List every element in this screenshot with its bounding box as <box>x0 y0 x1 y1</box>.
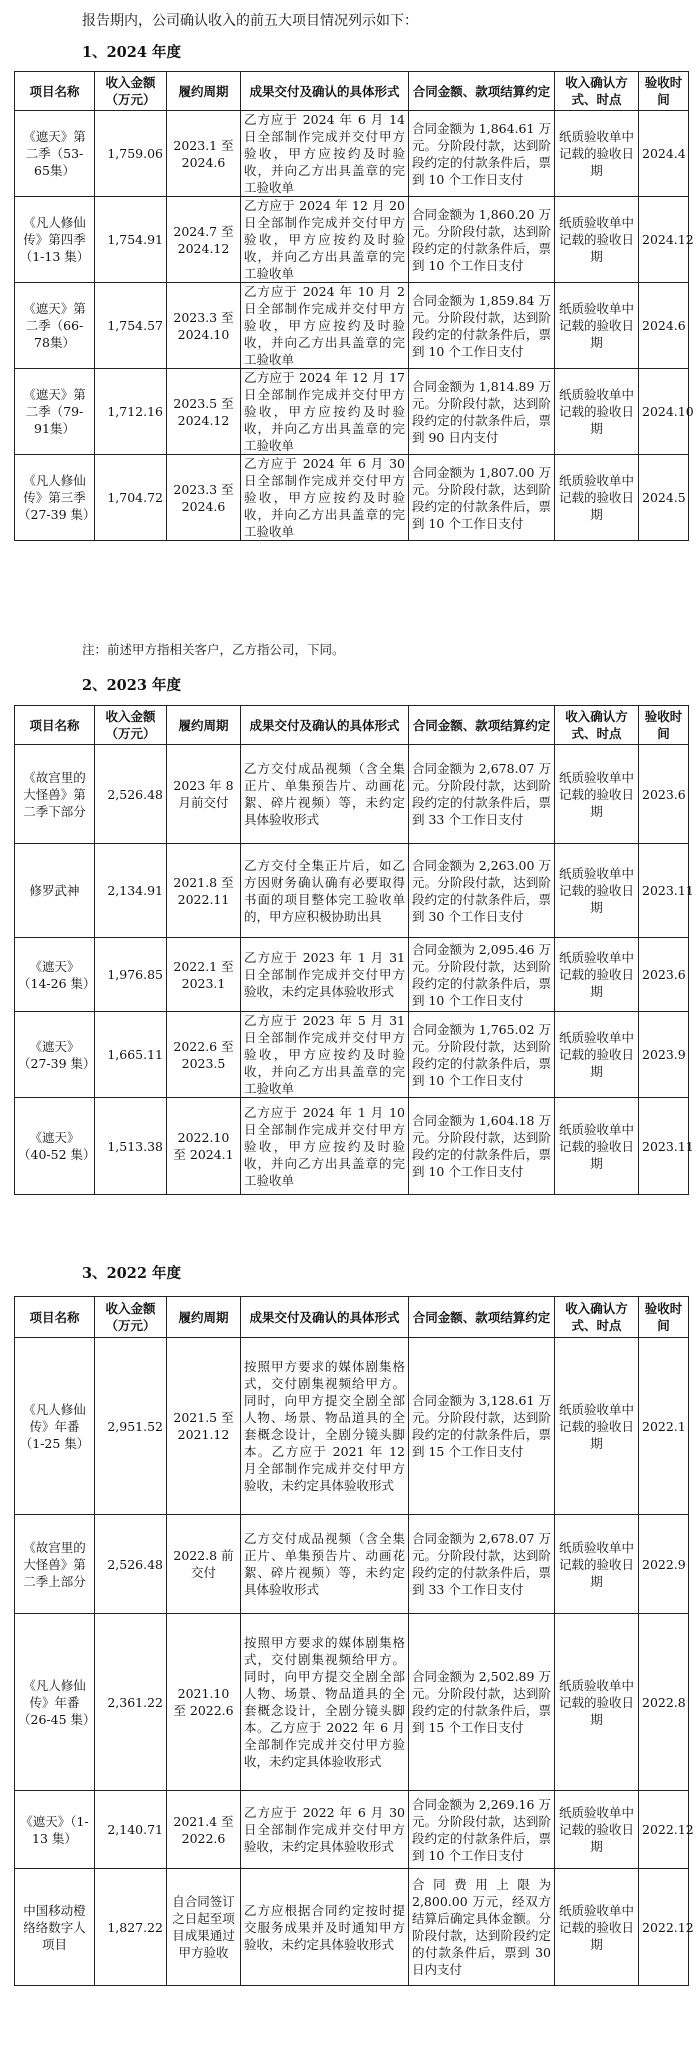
table-row <box>15 1098 689 1195</box>
cell-contract: 合同金额为 1,864.61 万元。分阶段付款，达到阶段约定的付款条件后，票到 10 个工作日支付 <box>409 111 555 197</box>
cell-revenue: 2,526.48 <box>95 1515 167 1614</box>
cell-name: 《遮天》第二季（66-78集） <box>15 283 95 369</box>
cell-contract: 合同费用上限为 2,800.00 万元，经双方结算后确定具体金额。分阶段付款，达到阶段约定的付款条件后，票到 30 日内支付 <box>409 1869 555 1986</box>
cell-name: 《凡人修仙传》年番（26-45 集） <box>15 1614 95 1791</box>
cell-form: 乙方应于 2024 年 1 月 10 日全部制作完成并交付甲方验收，甲方应按约及时验收，并向乙方出具盖章的完工验收单 <box>241 1098 409 1195</box>
header-contract: 合同金额、款项结算约定 <box>409 706 555 745</box>
cell-form: 乙方应根据合同约定按时提交服务成果并及时通知甲方验收，未约定具体验收形式 <box>241 1869 409 1986</box>
cell-revenue: 2,134.91 <box>95 844 167 938</box>
cell-timing: 纸质验收单中记载的验收日期 <box>555 1791 639 1869</box>
cell-form: 乙方应于 2024 年 10 月 2 日全部制作完成并交付甲方验收，甲方应按约及时验收，并向乙方出具盖章的完工验收单 <box>241 283 409 369</box>
cell-accept: 2024.5 <box>639 455 689 541</box>
header-revenue: 收入金额（万元） <box>95 72 167 111</box>
table-row <box>15 197 689 283</box>
cell-revenue: 1,754.57 <box>95 283 167 369</box>
table-row <box>15 369 689 455</box>
cell-name: 中国移动橙络络数字人项目 <box>15 1869 95 1986</box>
cell-revenue: 1,513.38 <box>95 1098 167 1195</box>
cell-accept: 2024.6 <box>639 283 689 369</box>
cell-period: 2022.8 前交付 <box>167 1515 241 1614</box>
cell-timing: 纸质验收单中记载的验收日期 <box>555 938 639 1012</box>
cell-accept: 2024.4 <box>639 111 689 197</box>
cell-accept: 2023.9 <box>639 1012 689 1098</box>
table-2024 <box>14 71 694 541</box>
cell-contract: 合同金额为 2,678.07 万元。分阶段付款，达到阶段约定的付款条件后，票到 33 个工作日支付 <box>409 745 555 844</box>
cell-timing: 纸质验收单中记载的验收日期 <box>555 844 639 938</box>
cell-contract: 合同金额为 2,678.07 万元。分阶段付款，达到阶段约定的付款条件后，票到 33 个工作日支付 <box>409 1515 555 1614</box>
header-timing: 收入确认方式、时点 <box>555 706 639 745</box>
table-row <box>15 111 689 197</box>
cell-accept: 2023.11 <box>639 1098 689 1195</box>
header-row <box>15 706 689 745</box>
table-row <box>15 1791 689 1869</box>
cell-contract: 合同金额为 1,814.89 万元。分阶段付款，达到阶段约定的付款条件后，票到 90 日内支付 <box>409 369 555 455</box>
cell-form: 乙方应于 2023 年 1 月 31 日全部制作完成并交付甲方验收，未约定具体验收形式 <box>241 938 409 1012</box>
cell-period: 2023.5 至 2024.12 <box>167 369 241 455</box>
cell-timing: 纸质验收单中记载的验收日期 <box>555 1338 639 1515</box>
header-timing: 收入确认方式、时点 <box>555 72 639 111</box>
cell-form: 按照甲方要求的媒体剧集格式，交付剧集视频给甲方。同时，向甲方提交全剧全部人物、场景、物品道具的全套概念设计，全剧分镜头脚本。乙方应于 2021 年 12 月全部制作完成并交付甲方验收，未约定具体验收形式 <box>241 1338 409 1515</box>
cell-revenue: 1,976.85 <box>95 938 167 1012</box>
cell-period: 2023.3 至 2024.6 <box>167 455 241 541</box>
cell-contract: 合同金额为 2,095.46 万元。分阶段付款，达到阶段约定的付款条件后，票到 10 个工作日支付 <box>409 938 555 1012</box>
header-row <box>15 1297 689 1338</box>
cell-name: 《凡人修仙传》第三季（27-39 集） <box>15 455 95 541</box>
header-accept: 验收时间 <box>639 706 689 745</box>
cell-accept: 2022.8 <box>639 1614 689 1791</box>
header-name: 项目名称 <box>15 1297 95 1338</box>
table-row <box>15 455 689 541</box>
cell-revenue: 1,827.22 <box>95 1869 167 1986</box>
cell-form: 按照甲方要求的媒体剧集格式，交付剧集视频给甲方。同时，向甲方提交全剧全部人物、场景、物品道具的全套概念设计，全剧分镜头脚本。乙方应于 2022 年 6 月全部制作完成并交付甲方验收，未约定具体验收形式 <box>241 1614 409 1791</box>
cell-revenue: 1,712.16 <box>95 369 167 455</box>
cell-contract: 合同金额为 2,269.16 万元。分阶段付款，达到阶段约定的付款条件后，票到 10 个工作日支付 <box>409 1791 555 1869</box>
cell-name: 《凡人修仙传》年番（1-25 集） <box>15 1338 95 1515</box>
cell-form: 乙方应于 2024 年 12 月 17 日全部制作完成并交付甲方验收，甲方应按约及时验收，并向乙方出具盖章的完工验收单 <box>241 369 409 455</box>
cell-form: 乙方交付全集正片后，如乙方因财务确认确有必要取得书面的项目整体完工验收单的，甲方应积极协助出具 <box>241 844 409 938</box>
cell-period: 2022.1 至 2023.1 <box>167 938 241 1012</box>
cell-accept: 2024.10 <box>639 369 689 455</box>
cell-timing: 纸质验收单中记载的验收日期 <box>555 1869 639 1986</box>
cell-contract: 合同金额为 1,859.84 万元。分阶段付款，达到阶段约定的付款条件后，票到 10 个工作日支付 <box>409 283 555 369</box>
header-period: 履约周期 <box>167 706 241 745</box>
cell-name: 《遮天》第二季（53-65集） <box>15 111 95 197</box>
header-contract: 合同金额、款项结算约定 <box>409 72 555 111</box>
header-name: 项目名称 <box>15 72 95 111</box>
header-revenue: 收入金额（万元） <box>95 1297 167 1338</box>
cell-accept: 2023.6 <box>639 938 689 1012</box>
header-timing: 收入确认方式、时点 <box>555 1297 639 1338</box>
header-form: 成果交付及确认的具体形式 <box>241 72 409 111</box>
header-period: 履约周期 <box>167 72 241 111</box>
cell-period: 2022.10 至 2024.1 <box>167 1098 241 1195</box>
cell-timing: 纸质验收单中记载的验收日期 <box>555 1515 639 1614</box>
cell-period: 2024.7 至 2024.12 <box>167 197 241 283</box>
table-2023 <box>14 705 694 1195</box>
cell-contract: 合同金额为 1,604.18 万元。分阶段付款，达到阶段约定的付款条件后，票到 10 个工作日支付 <box>409 1098 555 1195</box>
cell-name: 《故宫里的大怪兽》第二季上部分 <box>15 1515 95 1614</box>
cell-accept: 2024.12 <box>639 197 689 283</box>
cell-revenue: 2,140.71 <box>95 1791 167 1869</box>
cell-period: 自合同签订之日起至项目成果通过甲方验收 <box>167 1869 241 1986</box>
cell-period: 2023.3 至 2024.10 <box>167 283 241 369</box>
section-title-2022: 3、2022 年度 <box>82 1265 181 1282</box>
cell-contract: 合同金额为 1,765.02 万元。分阶段付款，达到阶段约定的付款条件后，票到 10 个工作日支付 <box>409 1012 555 1098</box>
cell-name: 《凡人修仙传》第四季（1-13 集） <box>15 197 95 283</box>
table-row <box>15 283 689 369</box>
cell-accept: 2023.6 <box>639 745 689 844</box>
intro-text: 报告期内，公司确认收入的前五大项目情况列示如下： <box>82 13 418 29</box>
header-form: 成果交付及确认的具体形式 <box>241 706 409 745</box>
section-title-2024: 1、2024 年度 <box>82 44 181 61</box>
cell-accept: 2022.12 <box>639 1869 689 1986</box>
cell-contract: 合同金额为 2,263.00 万元。分阶段付款，达到阶段约定的付款条件后，票到 30 个工作日支付 <box>409 844 555 938</box>
table-2022 <box>14 1296 694 1986</box>
table-row <box>15 1869 689 1986</box>
cell-name: 《遮天》第二季（79-91集） <box>15 369 95 455</box>
header-contract: 合同金额、款项结算约定 <box>409 1297 555 1338</box>
cell-contract: 合同金额为 1,807.00 万元。分阶段付款，达到阶段约定的付款条件后，票到 10 个工作日支付 <box>409 455 555 541</box>
cell-form: 乙方应于 2024 年 12 月 20 日全部制作完成并交付甲方验收，甲方应按约及时验收，并向乙方出具盖章的完工验收单 <box>241 197 409 283</box>
cell-timing: 纸质验收单中记载的验收日期 <box>555 1614 639 1791</box>
cell-name: 修罗武神 <box>15 844 95 938</box>
cell-name: 《遮天》（40-52 集） <box>15 1098 95 1195</box>
cell-accept: 2022.1 <box>639 1338 689 1515</box>
cell-revenue: 1,759.06 <box>95 111 167 197</box>
table-row <box>15 844 689 938</box>
table-row <box>15 1012 689 1098</box>
header-period: 履约周期 <box>167 1297 241 1338</box>
cell-name: 《故宫里的大怪兽》第二季下部分 <box>15 745 95 844</box>
table-note: 注：前述甲方指相关客户，乙方指公司，下同。 <box>82 642 345 657</box>
cell-form: 乙方应于 2024 年 6 月 14 日全部制作完成并交付甲方验收，甲方应按约及时验收，并向乙方出具盖章的完工验收单 <box>241 111 409 197</box>
cell-revenue: 1,665.11 <box>95 1012 167 1098</box>
cell-period: 2021.8 至 2022.11 <box>167 844 241 938</box>
cell-revenue: 1,704.72 <box>95 455 167 541</box>
cell-timing: 纸质验收单中记载的验收日期 <box>555 283 639 369</box>
cell-period: 2023.1 至 2024.6 <box>167 111 241 197</box>
cell-period: 2021.4 至 2022.6 <box>167 1791 241 1869</box>
cell-timing: 纸质验收单中记载的验收日期 <box>555 369 639 455</box>
cell-form: 乙方交付成品视频（含全集正片、单集预告片、动画花絮、碎片视频）等，未约定具体验收形式 <box>241 1515 409 1614</box>
cell-timing: 纸质验收单中记载的验收日期 <box>555 1098 639 1195</box>
header-name: 项目名称 <box>15 706 95 745</box>
cell-form: 乙方应于 2024 年 6 月 30 日全部制作完成并交付甲方验收，甲方应按约及时验收，并向乙方出具盖章的完工验收单 <box>241 455 409 541</box>
cell-period: 2021.5 至 2021.12 <box>167 1338 241 1515</box>
cell-accept: 2022.12 <box>639 1791 689 1869</box>
cell-timing: 纸质验收单中记载的验收日期 <box>555 111 639 197</box>
cell-timing: 纸质验收单中记载的验收日期 <box>555 197 639 283</box>
table-row <box>15 745 689 844</box>
table-row <box>15 1338 689 1515</box>
cell-contract: 合同金额为 2,502.89 万元。分阶段付款，达到阶段约定的付款条件后，票到 15 个工作日支付 <box>409 1614 555 1791</box>
cell-revenue: 2,526.48 <box>95 745 167 844</box>
header-revenue: 收入金额（万元） <box>95 706 167 745</box>
cell-timing: 纸质验收单中记载的验收日期 <box>555 1012 639 1098</box>
table-row <box>15 1614 689 1791</box>
cell-period: 2022.6 至 2023.5 <box>167 1012 241 1098</box>
cell-contract: 合同金额为 3,128.61 万元。分阶段付款，达到阶段约定的付款条件后，票到 15 个工作日支付 <box>409 1338 555 1515</box>
header-row <box>15 72 689 111</box>
section-title-2023: 2、2023 年度 <box>82 677 181 694</box>
cell-revenue: 1,754.91 <box>95 197 167 283</box>
header-accept: 验收时间 <box>639 1297 689 1338</box>
cell-revenue: 2,361.22 <box>95 1614 167 1791</box>
cell-name: 《遮天》（14-26 集） <box>15 938 95 1012</box>
cell-timing: 纸质验收单中记载的验收日期 <box>555 745 639 844</box>
cell-contract: 合同金额为 1,860.20 万元。分阶段付款，达到阶段约定的付款条件后，票到 10 个工作日支付 <box>409 197 555 283</box>
cell-form: 乙方应于 2022 年 6 月 30 日全部制作完成并交付甲方验收，未约定具体验收形式 <box>241 1791 409 1869</box>
cell-accept: 2022.9 <box>639 1515 689 1614</box>
cell-form: 乙方应于 2023 年 5 月 31 日全部制作完成并交付甲方验收，甲方应按约及时验收，并向乙方出具盖章的完工验收单 <box>241 1012 409 1098</box>
cell-accept: 2023.11 <box>639 844 689 938</box>
table-row <box>15 938 689 1012</box>
cell-period: 2023 年 8 月前交付 <box>167 745 241 844</box>
cell-period: 2021.10 至 2022.6 <box>167 1614 241 1791</box>
cell-timing: 纸质验收单中记载的验收日期 <box>555 455 639 541</box>
cell-name: 《遮天》（27-39 集） <box>15 1012 95 1098</box>
header-accept: 验收时间 <box>639 72 689 111</box>
cell-revenue: 2,951.52 <box>95 1338 167 1515</box>
cell-name: 《遮天》（1-13 集） <box>15 1791 95 1869</box>
header-form: 成果交付及确认的具体形式 <box>241 1297 409 1338</box>
table-row <box>15 1515 689 1614</box>
cell-form: 乙方交付成品视频（含全集正片、单集预告片、动画花絮、碎片视频）等，未约定具体验收形式 <box>241 745 409 844</box>
